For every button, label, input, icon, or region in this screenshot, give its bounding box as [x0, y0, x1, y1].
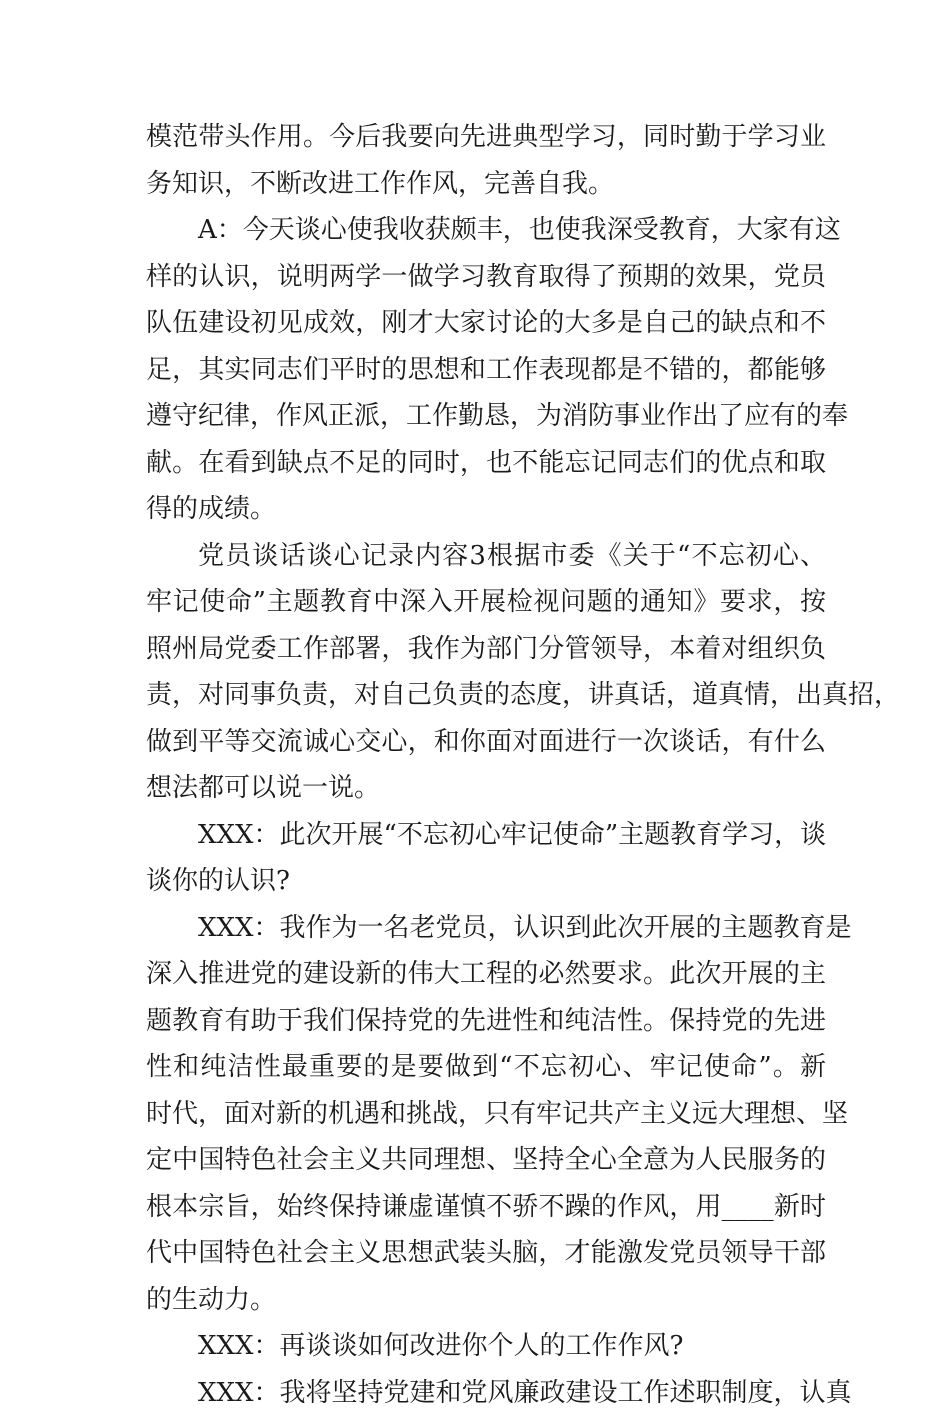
paragraph-5-line-8: 代中国特色社会主义思想武装头脑，才能激发党员领导干部	[146, 1230, 826, 1277]
paragraph-3-line-2: 牢记使命”主题教育中深入开展检视问题的通知》要求，按	[146, 579, 826, 626]
paragraph-5-line-3: 题教育有助于我们保持党的先进性和纯洁性。保持党的先进	[146, 998, 826, 1045]
paragraph-2-line-2: 样的认识，说明两学一做学习教育取得了预期的效果，党员	[146, 254, 826, 301]
paragraph-5-line-1: XXX：我作为一名老党员，认识到此次开展的主题教育是	[146, 905, 826, 952]
paragraph-2-line-1: A：今天谈心使我收获颇丰，也使我深受教育，大家有这	[146, 207, 826, 254]
paragraph-5-line-6: 定中国特色社会主义共同理想、坚持全心全意为人民服务的	[146, 1137, 826, 1184]
paragraph-3-line-3: 照州局党委工作部署，我作为部门分管领导，本着对组织负	[146, 626, 826, 673]
paragraph-7-line-1: XXX：我将坚持党建和党风廉政建设工作述职制度，认真	[146, 1370, 826, 1416]
paragraph-5-line-4: 性和纯洁性最重要的是要做到“不忘初心、牢记使命”。新	[146, 1044, 826, 1091]
paragraph-4-line-1: XXX：此次开展“不忘初心牢记使命”主题教育学习，谈	[146, 812, 826, 859]
paragraph-3-line-5: 做到平等交流诚心交心，和你面对面进行一次谈话，有什么	[146, 719, 826, 766]
paragraph-2-line-3: 队伍建设初见成效，刚才大家讨论的大多是自己的缺点和不	[146, 300, 826, 347]
paragraph-2-line-4: 足，其实同志们平时的思想和工作表现都是不错的，都能够	[146, 347, 826, 394]
document-body	[146, 114, 826, 1416]
paragraph-1-line-2: 务知识，不断改进工作作风，完善自我。	[146, 161, 826, 208]
paragraph-3-line-1: 党员谈话谈心记录内容3根据市委《关于“不忘初心、	[146, 533, 826, 580]
paragraph-4-line-2: 谈你的认识?	[146, 858, 826, 905]
paragraph-5-line-7: 根本宗旨，始终保持谦虚谨慎不骄不躁的作风，用____新时	[146, 1184, 826, 1231]
paragraph-2-line-7: 得的成绩。	[146, 486, 826, 533]
paragraph-2-line-6: 献。在看到缺点不足的同时，也不能忘记同志们的优点和取	[146, 440, 826, 487]
paragraph-5-line-9: 的生动力。	[146, 1277, 826, 1324]
paragraph-5-line-5: 时代，面对新的机遇和挑战，只有牢记共产主义远大理想、坚	[146, 1091, 826, 1138]
paragraph-1-line-1: 模范带头作用。今后我要向先进典型学习，同时勤于学习业	[146, 114, 826, 161]
paragraph-3-line-6: 想法都可以说一说。	[146, 765, 826, 812]
paragraph-5-line-2: 深入推进党的建设新的伟大工程的必然要求。此次开展的主	[146, 951, 826, 998]
paragraph-2-line-5: 遵守纪律，作风正派，工作勤恳，为消防事业作出了应有的奉	[146, 393, 826, 440]
paragraph-6-line-1: XXX：再谈谈如何改进你个人的工作作风?	[146, 1323, 826, 1370]
paragraph-3-line-4: 责，对同事负责，对自己负责的态度，讲真话，道真情，出真招，	[146, 672, 826, 719]
